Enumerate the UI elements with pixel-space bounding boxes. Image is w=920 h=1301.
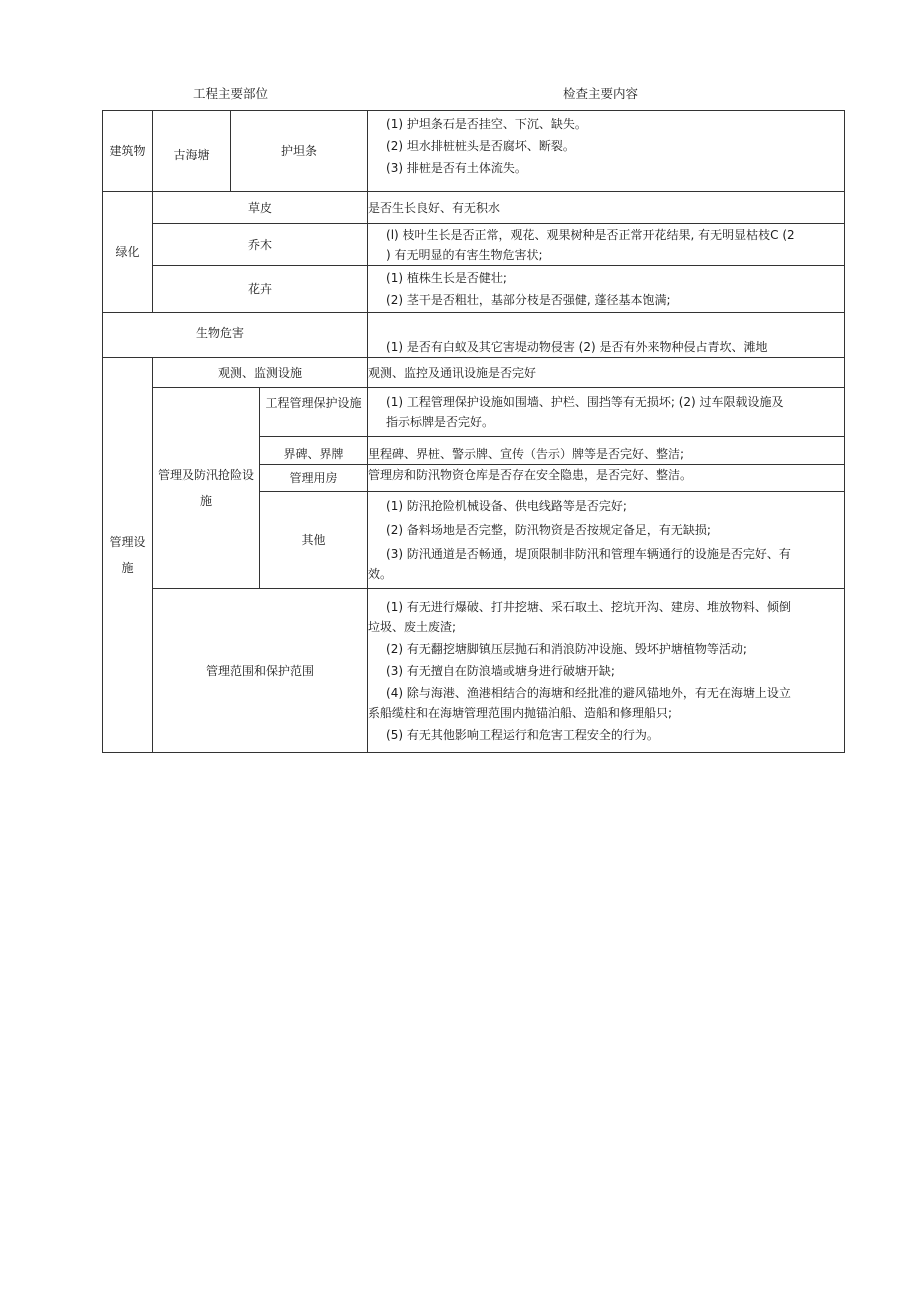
content-line: 系船缆柱和在海塘管理范围内抛锚泊船、造船和修理船只;	[368, 705, 673, 720]
content-biohazard	[368, 313, 845, 358]
item-others: 其他	[260, 492, 368, 589]
content-trees	[368, 224, 845, 266]
content-line: 观测、监控及通讯设施是否完好	[368, 365, 537, 380]
content-line: 效。	[368, 567, 393, 581]
item-biohazard: 生物危害	[103, 313, 368, 358]
group-flood-facilities	[153, 388, 260, 589]
table-row-grass	[103, 192, 845, 224]
table-row-protection-facilities	[103, 388, 845, 437]
content-line: (2) 坦水排桩桩头是否腐坏、断裂。	[386, 139, 575, 153]
content-line: (1) 护坦条石是否挂空、下沉、缺失。	[386, 117, 587, 131]
item-grass: 草皮	[153, 192, 368, 224]
category-buildings: 建筑物	[103, 111, 153, 192]
content-line: ) 有无明显的有害生物危害状;	[386, 247, 543, 262]
content-boundary-markers	[368, 437, 845, 465]
content-line: (2) 有无翻挖塘脚镇压层抛石和消浪防冲设施、毁坏护塘植物等活动;	[386, 641, 747, 656]
table-row-buildings	[103, 111, 845, 192]
category-greening: 绿化	[103, 192, 153, 313]
content-line: (l) 枝叶生长是否正常，观花、观果树种是否正常开花结果, 有无明显枯枝C (2	[386, 227, 795, 242]
content-line: (3) 排桩是否有土体流失。	[386, 161, 527, 175]
group-flood-facilities-label: 管理及防汛抢险设施	[157, 468, 254, 508]
content-line: (2) 茎干是否粗壮，基部分枝是否强健, 蓬径基本饱满;	[386, 293, 671, 307]
table-row-monitoring	[103, 358, 845, 388]
content-management-housing	[368, 465, 845, 492]
item-scope: 管理范围和保护范围	[153, 589, 368, 753]
content-line: 里程碑、界桩、警示牌、宣传（告示）牌等是否完好、整洁;	[368, 447, 685, 461]
category-management-label: 管理设施	[109, 535, 146, 575]
item-management-housing: 管理用房	[260, 465, 368, 492]
content-line: 是否生长良好、有无积水	[368, 200, 501, 215]
header-right: 检查主要内容	[563, 86, 639, 101]
content-line: (4) 除与海港、渔港相结合的海塘和经批准的避风锚地外，有无在海塘上设立	[386, 685, 791, 700]
header-left: 工程主要部位	[193, 86, 269, 101]
site-ancient-seawall: 古海塘	[153, 111, 231, 192]
content-buildings	[368, 111, 845, 192]
item-trees: 乔木	[153, 224, 368, 266]
content-line: (1) 有无进行爆破、打井挖塘、采石取土、挖坑开沟、建房、堆放物料、倾倒	[386, 599, 791, 614]
content-protection-facilities	[368, 388, 845, 437]
content-line: (1) 植株生长是否健壮;	[386, 271, 507, 285]
content-others	[368, 492, 845, 589]
content-line: (1) 是否有白蚁及其它害堤动物侵害 (2) 是否有外来物种侵占青坎、滩地	[386, 340, 768, 354]
content-line: 垃圾、废土废渣;	[368, 619, 457, 634]
content-grass	[368, 192, 845, 224]
item-boundary-markers: 界碑、界牌	[260, 437, 368, 465]
content-scope	[368, 589, 845, 753]
item-protection-facilities: 工程管理保护设施	[260, 388, 368, 437]
table-row-trees	[103, 224, 845, 266]
content-line: 管理房和防汛物资仓库是否存在安全隐患，是否完好、整洁。	[368, 468, 693, 482]
item-flowers: 花卉	[153, 266, 368, 313]
table-row-scope	[103, 589, 845, 753]
part-apron-stone: 护坦条	[231, 111, 368, 192]
inspection-table	[102, 110, 845, 753]
content-line: (2) 备料场地是否完整，防汛物资是否按规定备足，有无缺损;	[386, 523, 711, 537]
content-line: (5) 有无其他影响工程运行和危害工程安全的行为。	[386, 727, 659, 742]
content-line: (1) 工程管理保护设施如围墙、护栏、围挡等有无损坏; (2) 过车限载设施及	[386, 395, 784, 409]
table-row-flowers	[103, 266, 845, 313]
content-line: 指示标牌是否完好。	[386, 415, 495, 429]
content-line: (3) 有无擅自在防浪墙或塘身进行破塘开缺;	[386, 663, 615, 678]
table-row-biohazard	[103, 313, 845, 358]
content-flowers	[368, 266, 845, 313]
content-line: (1) 防汛抢险机械设备、供电线路等是否完好;	[386, 499, 627, 513]
category-management	[103, 358, 153, 753]
content-monitoring	[368, 358, 845, 388]
item-monitoring: 观测、监测设施	[153, 358, 368, 388]
content-line: (3) 防汛通道是否畅通，堤顶限制非防汛和管理车辆通行的设施是否完好、有	[386, 547, 791, 561]
